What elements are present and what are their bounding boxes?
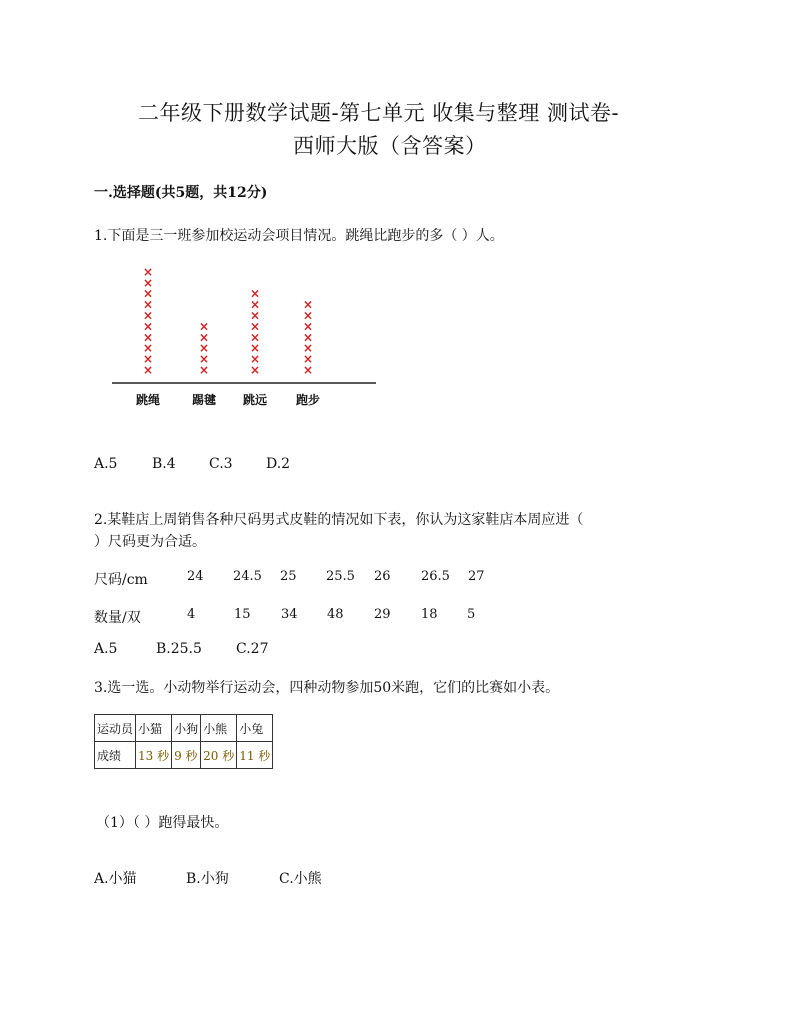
question-1-text: 1.下面是三一班参加校运动会项目情况。跳绳比跑步的多（ ）人。 [94,228,504,244]
size-value: 24.5 [233,569,262,584]
quantity-value: 48 [327,607,344,622]
pictograph-marker: × [198,363,210,377]
pictograph-marker: × [249,319,261,334]
q2-option-a[interactable]: A.5 [94,641,118,657]
pictograph-marker: × [249,286,261,301]
table-cell: 11 秒 [237,742,273,769]
size-value: 26 [374,569,391,584]
quantity-value: 34 [281,607,298,622]
table-header-row [95,715,273,742]
table-row [95,742,273,769]
q1-option-d[interactable]: D.2 [266,456,291,472]
pictograph-marker: × [142,264,154,279]
size-value: 25.5 [326,569,355,584]
q1-option-c[interactable]: C.3 [209,456,233,472]
pictograph-marker: × [142,286,154,301]
quantity-value: 5 [467,607,476,622]
question-3-sub-1: （1）（ ）跑得最快。 [96,815,229,831]
question-2-text-line-2: ）尺码更为合适。 [94,534,206,550]
section-heading: 一.选择题(共5题，共12分) [94,185,268,201]
size-value: 27 [468,569,485,584]
size-value: 26.5 [421,569,450,584]
title-line-1: 二年级下册数学试题-第七单元 收集与整理 测试卷- [138,101,620,125]
category-label: 踢毽 [191,393,217,407]
pictograph-marker: × [302,319,314,334]
question-2-text-line-1: 2.某鞋店上周销售各种尺码男式皮鞋的情况如下表，你认为这家鞋店本周应进（ [94,512,584,528]
pictograph-marker: × [198,352,210,367]
q2-option-c[interactable]: C.27 [236,641,269,657]
pictograph-marker: × [142,363,154,377]
race-results-table [94,714,273,769]
quantity-value: 4 [187,607,196,622]
pictograph-marker: × [142,341,154,356]
pictograph-marker: × [142,297,154,312]
q1-option-b[interactable]: B.4 [152,456,176,472]
table-cell: 13 秒 [136,742,172,769]
size-value: 24 [187,569,204,584]
pictograph-marker: × [302,308,314,323]
table-cell: 20 秒 [201,742,237,769]
pictograph-marker: × [302,363,314,377]
title-line-2: 西师大版（含答案） [293,134,487,158]
pictograph-marker: × [249,330,261,345]
size-row-label: 尺码/cm [94,572,148,588]
category-label: 跑步 [295,393,321,407]
category-label: 跳绳 [135,393,161,407]
quantity-row-label: 数量/双 [94,610,141,626]
pictograph-marker: × [249,341,261,356]
quantity-value: 29 [374,607,391,622]
table-cell: 9 秒 [172,742,201,769]
question-3-text: 3.选一选。小动物举行运动会，四种动物参加50米跑，它们的比赛如小表。 [94,680,560,696]
q3-option-a[interactable]: A.小猫 [94,871,137,887]
pictograph-marker: × [142,319,154,334]
q3-option-c[interactable]: C.小熊 [279,871,322,887]
pictograph-marker: × [249,352,261,367]
pictograph-marker: × [249,308,261,323]
table-header-cell: 小兔 [237,715,273,742]
pictograph-marker: × [302,297,314,312]
pictograph-marker: × [302,341,314,356]
pictograph-marker: × [302,352,314,367]
pictograph-marker: × [142,308,154,323]
q1-option-a[interactable]: A.5 [94,456,118,472]
pictograph-marker: × [302,330,314,345]
pictograph-marker: × [198,319,210,334]
size-value: 25 [280,569,297,584]
pictograph-marker: × [142,275,154,290]
table-header-cell: 小猫 [136,715,172,742]
quantity-value: 18 [421,607,438,622]
category-label: 跳远 [242,393,268,407]
quantity-value: 15 [234,607,251,622]
q2-option-b[interactable]: B.25.5 [156,641,202,657]
pictograph-marker: × [249,363,261,377]
pictograph-marker: × [249,297,261,312]
pictograph-marker: × [198,341,210,356]
pictograph-marker: × [142,330,154,345]
table-header-cell: 小狗 [172,715,201,742]
table-header-cell: 运动员 [95,715,136,742]
table-header-cell: 小熊 [201,715,237,742]
table-cell: 成绩 [95,742,136,769]
q3-option-b[interactable]: B.小狗 [186,871,229,887]
pictograph-marker: × [142,352,154,367]
pictograph-marker: × [198,330,210,345]
